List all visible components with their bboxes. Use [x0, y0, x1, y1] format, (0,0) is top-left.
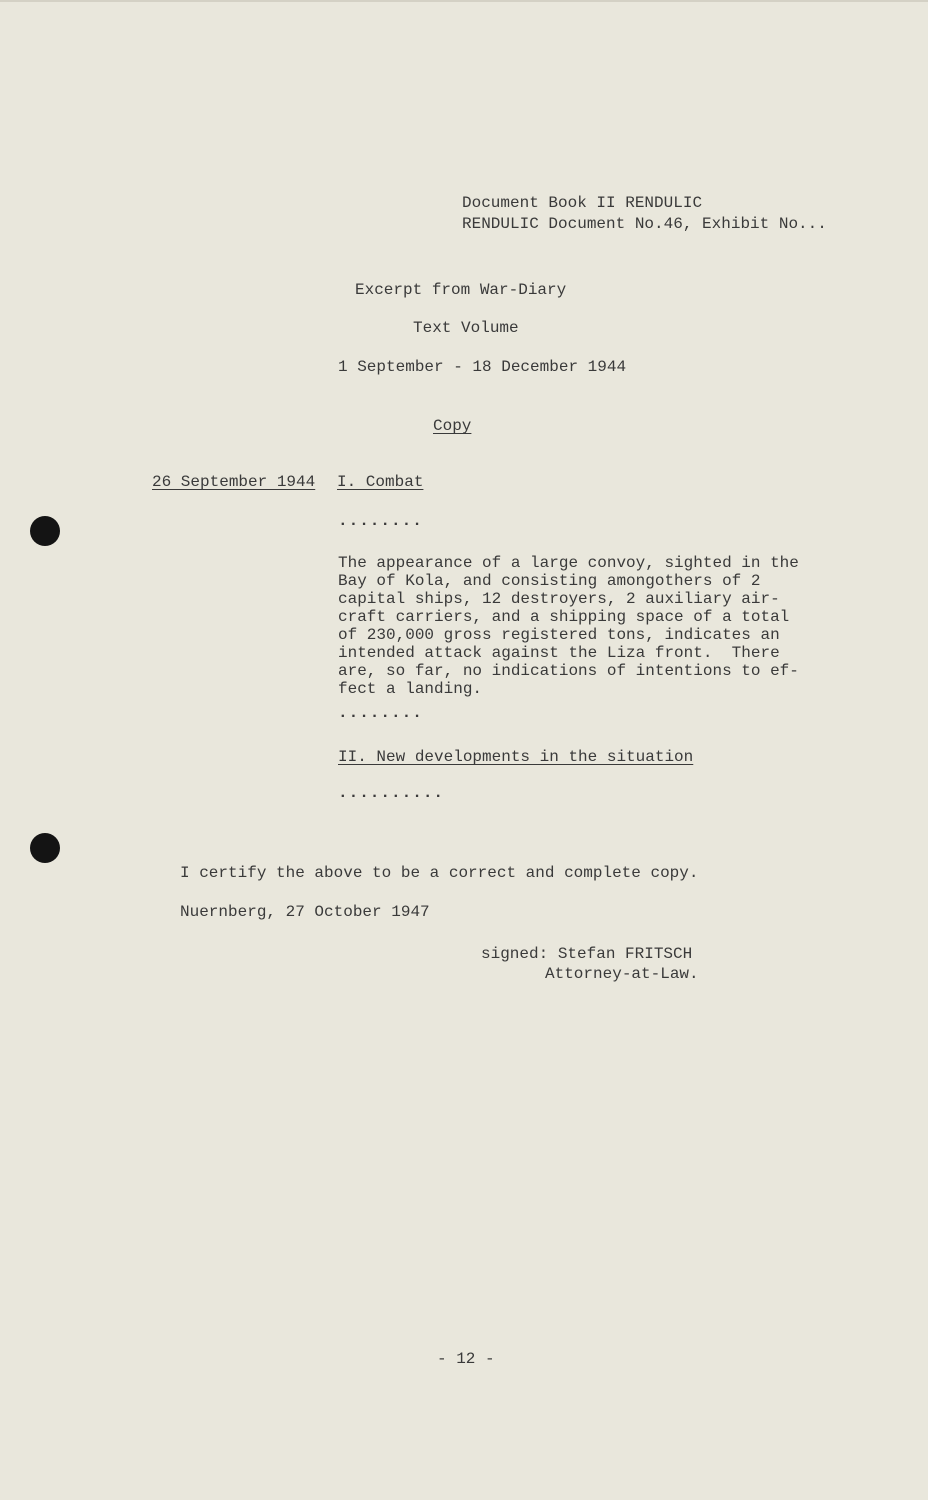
top-edge [0, 0, 928, 2]
entry-date: 26 September 1944 [152, 473, 316, 491]
header-line-2: RENDULIC Document No.46, Exhibit No... [462, 215, 827, 233]
title-line-1: Excerpt from War-Diary [355, 281, 567, 299]
ellipsis-1: ........ [338, 512, 423, 530]
signature-line: signed: Stefan FRITSCH [481, 945, 693, 963]
section-combat-heading: I. Combat [337, 473, 424, 491]
paragraph-line: Bay of Kola, and consisting amongothers of 2 [338, 572, 761, 590]
punch-hole-bottom [30, 833, 60, 863]
paragraph-line: are, so far, no indications of intentions to ef- [338, 662, 799, 680]
page-number: - 12 - [437, 1350, 495, 1368]
ellipsis-3: .......... [338, 784, 445, 802]
section-developments-heading: II. New developments in the situation [338, 748, 694, 766]
title-line-3: 1 September - 18 December 1944 [338, 358, 627, 376]
ellipsis-2: ........ [338, 704, 423, 722]
paragraph-line: of 230,000 gross registered tons, indicates an [338, 626, 780, 644]
signature-title: Attorney-at-Law. [545, 965, 699, 983]
certification-place-date: Nuernberg, 27 October 1947 [180, 903, 430, 921]
punch-hole-top [30, 516, 60, 546]
paragraph-line: The appearance of a large convoy, sighted in the [338, 554, 799, 572]
title-line-2: Text Volume [413, 319, 519, 337]
paragraph-line: fect a landing. [338, 680, 483, 698]
paragraph-line: intended attack against the Liza front. There [338, 644, 780, 662]
paragraph-line: craft carriers, and a shipping space of a total [338, 608, 790, 626]
copy-label: Copy [433, 417, 472, 435]
header-line-1: Document Book II RENDULIC [462, 194, 703, 212]
paragraph-line: capital ships, 12 destroyers, 2 auxiliary air- [338, 590, 780, 608]
certification-statement: I certify the above to be a correct and complete copy. [180, 864, 699, 882]
